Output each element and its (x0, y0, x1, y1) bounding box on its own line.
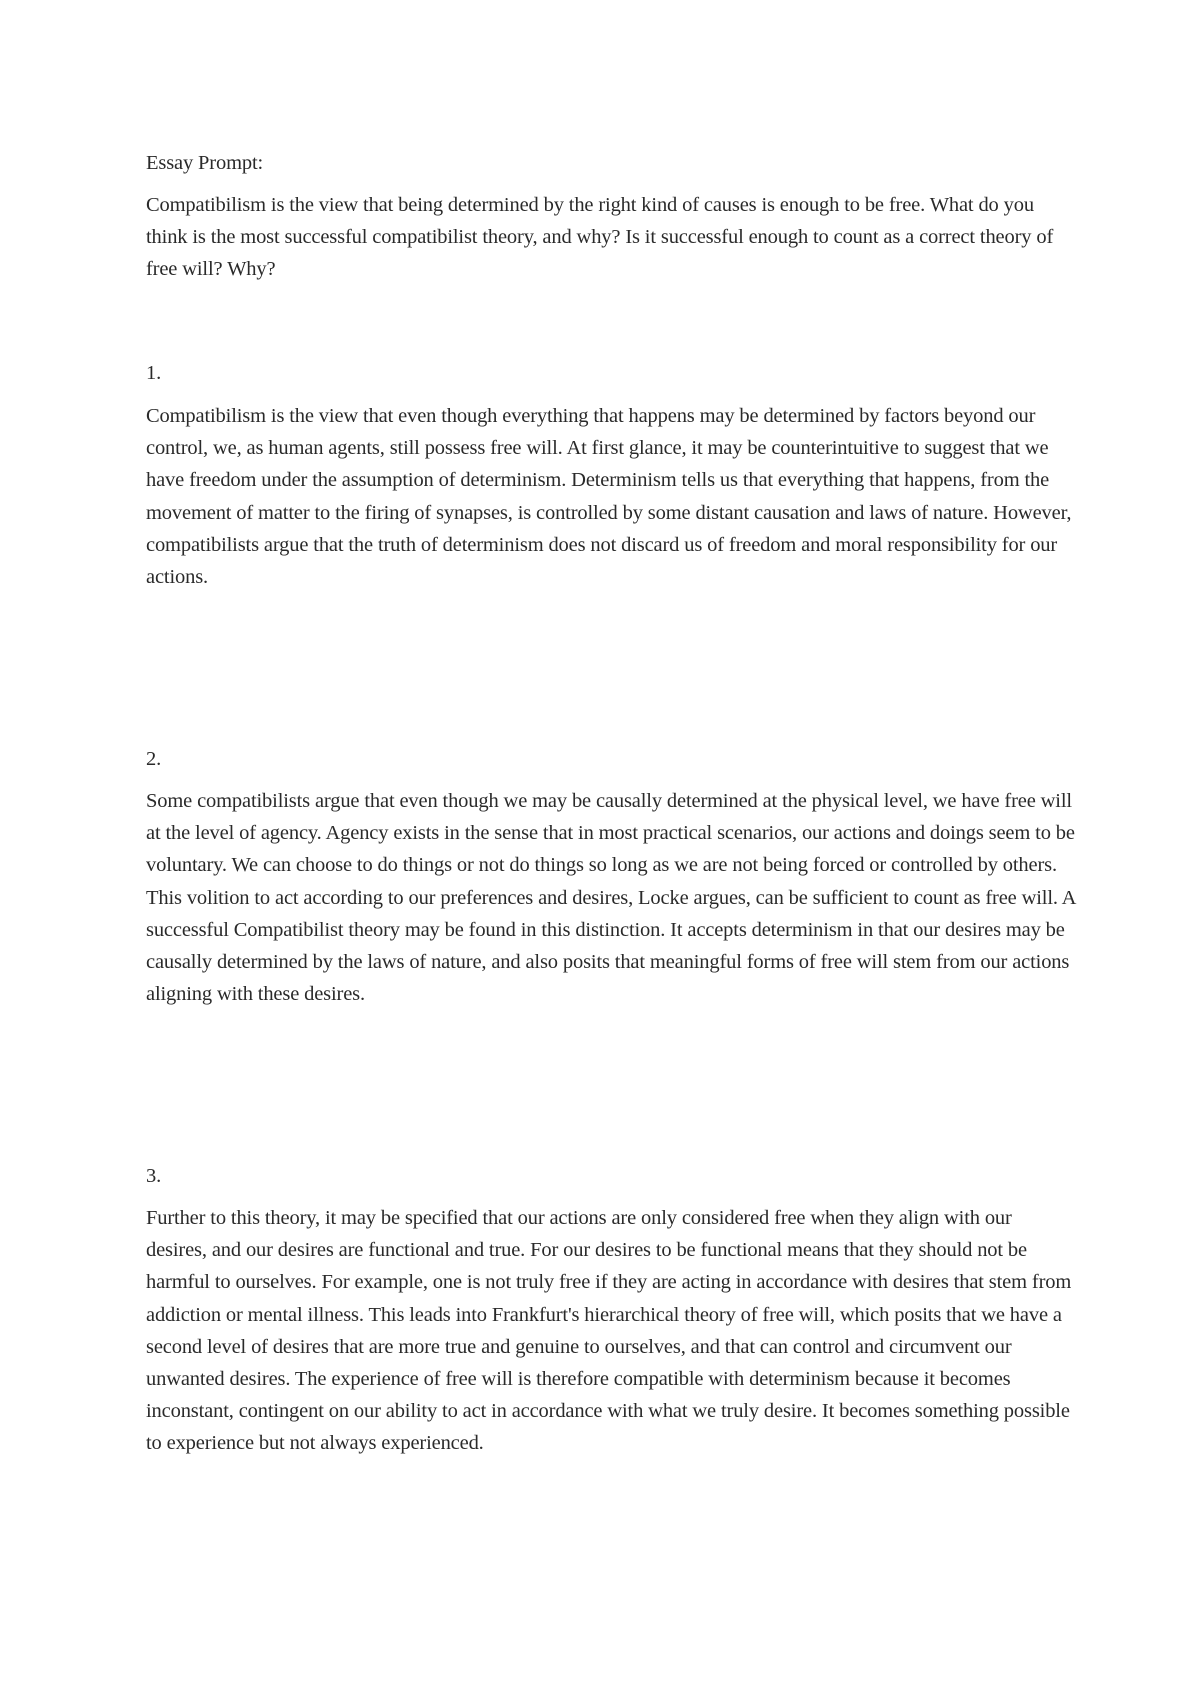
essay-prompt-text: Compatibilism is the view that being determined by the right kind of causes is enough to be free. What do you think is the most successful compatibilist theory, and why? Is it successful enough to count as a correct theory of free will? Why? (146, 194, 1054, 281)
section-2-paragraph: Some compatibilists argue that even though we may be causally determined at the physical level, we have free will at the level of agency. Agency exists in the sense that in most practical scenarios, our actions and doings seem to be voluntary. We can choose to do things or not do things so long as we are not being forced or controlled by others. This volition to act according to our preferences and desires, Locke argues, can be sufficient to count as free will. A successful Compatibilist theory may be found in this distinction. It accepts determinism in that our desires may be causally determined by the laws of nature, and also posits that meaningful forms of free will stem from our actions aligning with these desires. (146, 790, 1076, 1006)
section-2-number: 2. (146, 748, 162, 770)
section-1-paragraph: Compatibilism is the view that even though everything that happens may be determined by factors beyond our control, we, as human agents, still possess free will. At first glance, it may be counterintuitive to suggest that we have freedom under the assumption of determinism. Determinism tells us that everything that happens, from the movement of matter to the firing of synapses, is controlled by some distant causation and laws of nature. However, compatibilists argue that the truth of determinism does not discard us of freedom and moral responsibility for our actions. (146, 405, 1072, 589)
essay-prompt-heading: Essay Prompt: (146, 152, 264, 174)
section-3-number: 3. (146, 1165, 162, 1187)
section-3-paragraph: Further to this theory, it may be specified that our actions are only considered free when they align with our desires, and our desires are functional and true. For our desires to be functional means that they should not be harmful to ourselves. For example, one is not truly free if they are acting in accordance with desires that stem from addiction or mental illness. This leads into Frankfurt's hierarchical theory of free will, which posits that we have a second level of desires that are more true and genuine to ourselves, and that can control and circumvent our unwanted desires. The experience of free will is therefore compatible with determinism because it becomes inconstant, contingent on our ability to act in accordance with what we truly desire. It becomes something possible to experience but not always experienced. (146, 1207, 1072, 1455)
section-1-number: 1. (146, 362, 162, 384)
